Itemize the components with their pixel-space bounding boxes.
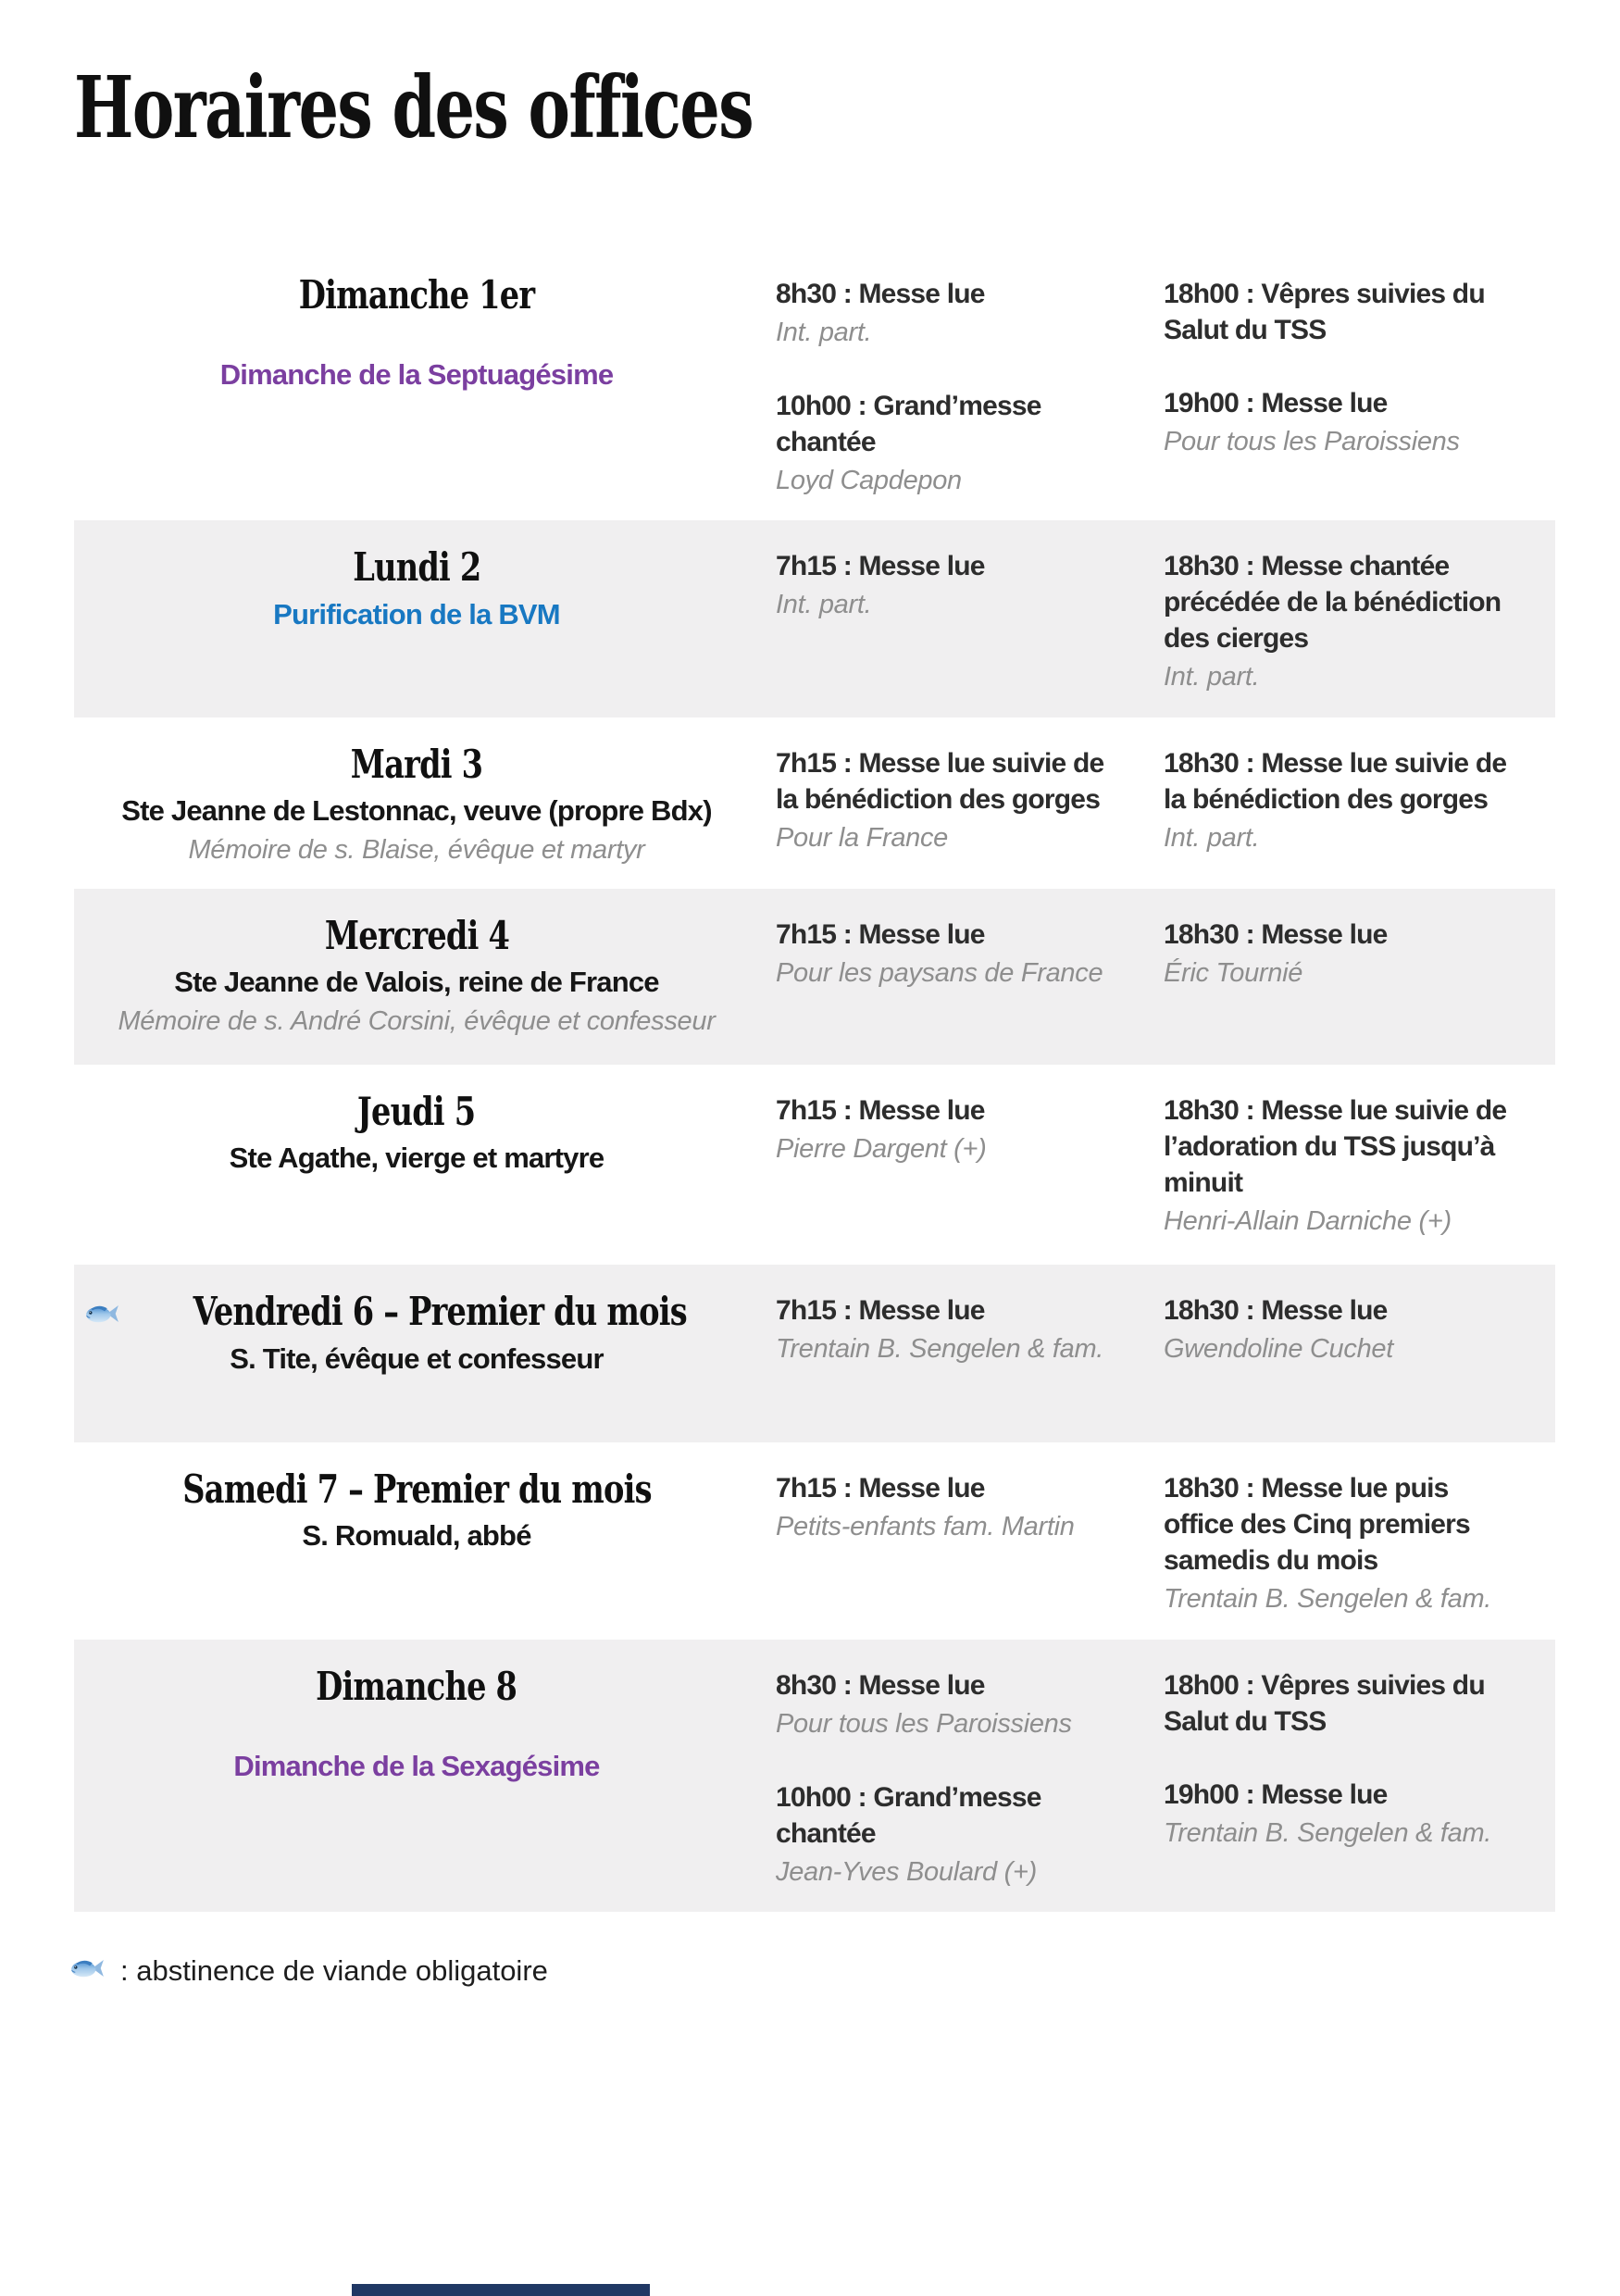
schedule-row xyxy=(74,889,1555,1065)
abstinence-legend-text: : abstinence de viande obligatoire xyxy=(120,1954,548,1988)
mass-time-line: précédée de la bénédiction xyxy=(1164,587,1502,618)
evening-cell xyxy=(1153,274,1555,498)
mass-time-line: Salut du TSS xyxy=(1164,315,1327,345)
day-title-text: Vendredi 6 – Premier du mois xyxy=(193,1289,687,1335)
mass-time-line: office des Cinq premiers xyxy=(1164,1509,1470,1541)
feast-label: Purification de la BVM xyxy=(273,597,560,630)
morning-cell xyxy=(759,1091,1153,1242)
mass-time-line: chantée xyxy=(776,1817,876,1849)
mass-entry xyxy=(1164,276,1555,348)
morning-cell xyxy=(759,1468,1153,1617)
mass-entry xyxy=(1164,1667,1555,1740)
mass-time xyxy=(776,548,1153,584)
mass-time-line: 18h30 : Messe lue xyxy=(1164,919,1388,951)
mass-time xyxy=(1164,1777,1555,1813)
mass-intention: Petits-enfants fam. Martin xyxy=(776,1512,1075,1542)
mass-time xyxy=(776,1092,1153,1129)
day-cell xyxy=(74,546,759,695)
mass-intention: Int. part. xyxy=(1164,662,1260,693)
mass-time-line: 10h00 : Grand’messe xyxy=(776,390,1041,421)
mass-time xyxy=(1164,276,1555,348)
mass-time-line: 18h30 : Messe lue xyxy=(1164,1295,1388,1327)
mass-entry xyxy=(776,276,1153,351)
mass-time xyxy=(1164,548,1555,656)
day-title-text: Dimanche 1er xyxy=(298,272,535,318)
mass-time xyxy=(776,1667,1153,1703)
mass-time-line: chantée xyxy=(776,426,876,457)
schedule-row xyxy=(74,1265,1555,1442)
mass-time-line: 8h30 : Messe lue xyxy=(776,1669,985,1701)
day-title-text: Lundi 2 xyxy=(352,544,481,591)
mass-intention: Gwendoline Cuchet xyxy=(1164,1334,1393,1365)
day-title-text: Samedi 7 – Premier du mois xyxy=(181,1466,652,1513)
day-title xyxy=(83,274,750,317)
mass-intention: Pierre Dargent (+) xyxy=(776,1134,987,1165)
evening-cell xyxy=(1153,743,1555,867)
schedule-row xyxy=(74,520,1555,718)
feast-label: Ste Jeanne de Lestonnac, veuve (propre Bdx) xyxy=(121,794,712,828)
mass-time xyxy=(776,1292,1153,1329)
schedule-row xyxy=(74,1065,1555,1265)
mass-time-line: des cierges xyxy=(1164,623,1309,655)
mass-time-line: 7h15 : Messe lue xyxy=(776,1095,985,1127)
mass-time-line: 7h15 : Messe lue xyxy=(776,1295,985,1327)
morning-cell xyxy=(759,1666,1153,1890)
day-title xyxy=(83,1468,750,1511)
mass-entry xyxy=(776,1779,1153,1890)
morning-cell xyxy=(759,915,1153,1042)
evening-cell xyxy=(1153,915,1555,1042)
day-title xyxy=(83,743,750,786)
day-title-text: Mardi 3 xyxy=(350,742,483,788)
mass-entry xyxy=(776,548,1153,623)
feast-label: Dimanche de la Sexagésime xyxy=(233,1750,600,1783)
mass-intention: Pour tous les Paroissiens xyxy=(776,1708,1072,1739)
mass-entry xyxy=(1164,917,1555,992)
memoria-label: Mémoire de s. Blaise, évêque et martyr xyxy=(188,835,645,865)
day-cell xyxy=(74,1091,759,1242)
schedule-table xyxy=(74,248,1555,1912)
mass-entry xyxy=(776,1470,1153,1545)
mass-intention: Int. part. xyxy=(776,318,872,347)
mass-entry xyxy=(1164,1470,1555,1617)
evening-cell xyxy=(1153,1666,1555,1890)
mass-time xyxy=(1164,385,1555,421)
mass-time-line: 18h30 : Messe lue suivie de xyxy=(1164,1095,1507,1127)
mass-entry xyxy=(1164,1092,1555,1240)
bottom-partial-bar xyxy=(352,2284,650,2296)
mass-intention: Pour tous les Paroissiens xyxy=(1164,427,1460,456)
morning-cell xyxy=(759,743,1153,867)
evening-cell xyxy=(1153,1091,1555,1242)
day-title-text: Dimanche 8 xyxy=(316,1663,517,1709)
evening-cell xyxy=(1153,1291,1555,1420)
mass-time-line: 7h15 : Messe lue xyxy=(776,1473,985,1504)
mass-time-line: 18h30 : Messe chantée xyxy=(1164,551,1450,582)
abstinence-legend xyxy=(70,1954,1620,1988)
mass-entry xyxy=(776,1667,1153,1742)
mass-entry xyxy=(776,1292,1153,1367)
mass-intention: Éric Tournié xyxy=(1164,958,1303,989)
evening-cell xyxy=(1153,1468,1555,1617)
day-title xyxy=(83,1291,750,1334)
mass-intention: Loyd Capdepon xyxy=(776,465,962,495)
mass-entry xyxy=(1164,1777,1555,1852)
page-title: Horaires des offices xyxy=(74,57,754,157)
feast-label: Ste Agathe, vierge et martyre xyxy=(229,1142,604,1175)
fish-icon xyxy=(85,1292,120,1334)
mass-time xyxy=(1164,745,1555,817)
morning-cell xyxy=(759,1291,1153,1420)
day-title-text: Mercredi 4 xyxy=(324,913,509,959)
mass-time xyxy=(1164,1292,1555,1329)
mass-intention: Trentain B. Sengelen & fam. xyxy=(1164,1584,1492,1615)
mass-time-line: la bénédiction des gorges xyxy=(1164,784,1489,816)
mass-time-line: 10h00 : Grand’messe xyxy=(776,1781,1041,1813)
day-title xyxy=(83,915,750,957)
fish-icon xyxy=(70,1954,106,1988)
mass-time xyxy=(776,276,1153,312)
day-cell xyxy=(74,915,759,1042)
day-title xyxy=(83,1091,750,1133)
day-cell xyxy=(74,1291,759,1420)
day-title xyxy=(83,546,750,589)
schedule-row xyxy=(74,1442,1555,1640)
memoria-label: Mémoire de s. André Corsini, évêque et confesseur xyxy=(118,1006,716,1037)
mass-time xyxy=(1164,1470,1555,1578)
mass-time xyxy=(776,1470,1153,1506)
mass-intention: Int. part. xyxy=(1164,823,1260,854)
mass-intention: Trentain B. Sengelen & fam. xyxy=(776,1334,1104,1365)
mass-time-line: 18h30 : Messe lue puis xyxy=(1164,1473,1449,1504)
mass-time-line: 18h00 : Vêpres suivies du xyxy=(1164,279,1485,309)
mass-time xyxy=(1164,917,1555,953)
mass-time xyxy=(1164,1667,1555,1740)
morning-cell xyxy=(759,274,1153,498)
feast-label: S. Tite, évêque et confesseur xyxy=(230,1342,604,1376)
mass-time-line: 7h15 : Messe lue xyxy=(776,919,985,951)
schedule-row xyxy=(74,718,1555,889)
day-cell xyxy=(74,1468,759,1617)
mass-time-line: 7h15 : Messe lue xyxy=(776,551,985,582)
day-cell xyxy=(74,743,759,867)
feast-label: Dimanche de la Septuagésime xyxy=(219,358,614,392)
mass-entry xyxy=(776,1092,1153,1167)
mass-entry xyxy=(776,388,1153,499)
mass-time-line: minuit xyxy=(1164,1167,1243,1199)
mass-entry xyxy=(1164,548,1555,695)
mass-time-line: Salut du TSS xyxy=(1164,1705,1327,1737)
mass-time xyxy=(776,388,1153,460)
feast-label: Ste Jeanne de Valois, reine de France xyxy=(174,966,659,999)
mass-time xyxy=(776,917,1153,953)
mass-time-line: 18h00 : Vêpres suivies du xyxy=(1164,1669,1485,1701)
mass-entry xyxy=(1164,745,1555,856)
mass-intention: Trentain B. Sengelen & fam. xyxy=(1164,1817,1492,1848)
day-cell xyxy=(74,1663,759,1890)
mass-intention: Jean-Yves Boulard (+) xyxy=(776,1856,1037,1887)
mass-time-line: 19h00 : Messe lue xyxy=(1164,1778,1388,1810)
mass-time xyxy=(1164,1092,1555,1201)
mass-time-line: l’adoration du TSS jusqu’à xyxy=(1164,1131,1495,1163)
day-title xyxy=(83,1663,750,1709)
mass-time-line: 7h15 : Messe lue suivie de xyxy=(776,748,1104,780)
morning-cell xyxy=(759,546,1153,695)
mass-entry xyxy=(1164,385,1555,460)
mass-time-line: 18h30 : Messe lue suivie de xyxy=(1164,748,1507,780)
schedule-row xyxy=(74,248,1555,520)
mass-time xyxy=(776,745,1153,817)
mass-time-line: 8h30 : Messe lue xyxy=(776,279,985,309)
mass-entry xyxy=(776,917,1153,992)
schedule-row xyxy=(74,1640,1555,1912)
day-cell xyxy=(74,274,759,498)
mass-intention: Pour les paysans de France xyxy=(776,958,1103,989)
evening-cell xyxy=(1153,546,1555,695)
mass-intention: Int. part. xyxy=(776,590,872,620)
mass-time-line: la bénédiction des gorges xyxy=(776,784,1101,816)
day-title-text: Jeudi 5 xyxy=(357,1089,476,1135)
feast-label: S. Romuald, abbé xyxy=(302,1519,531,1553)
mass-time-line: samedis du mois xyxy=(1164,1545,1378,1577)
mass-intention: Henri-Allain Darniche (+) xyxy=(1164,1206,1452,1237)
mass-time-line: 19h00 : Messe lue xyxy=(1164,388,1388,418)
mass-entry xyxy=(1164,1292,1555,1367)
mass-time xyxy=(776,1779,1153,1852)
mass-entry xyxy=(776,745,1153,856)
mass-intention: Pour la France xyxy=(776,823,948,854)
